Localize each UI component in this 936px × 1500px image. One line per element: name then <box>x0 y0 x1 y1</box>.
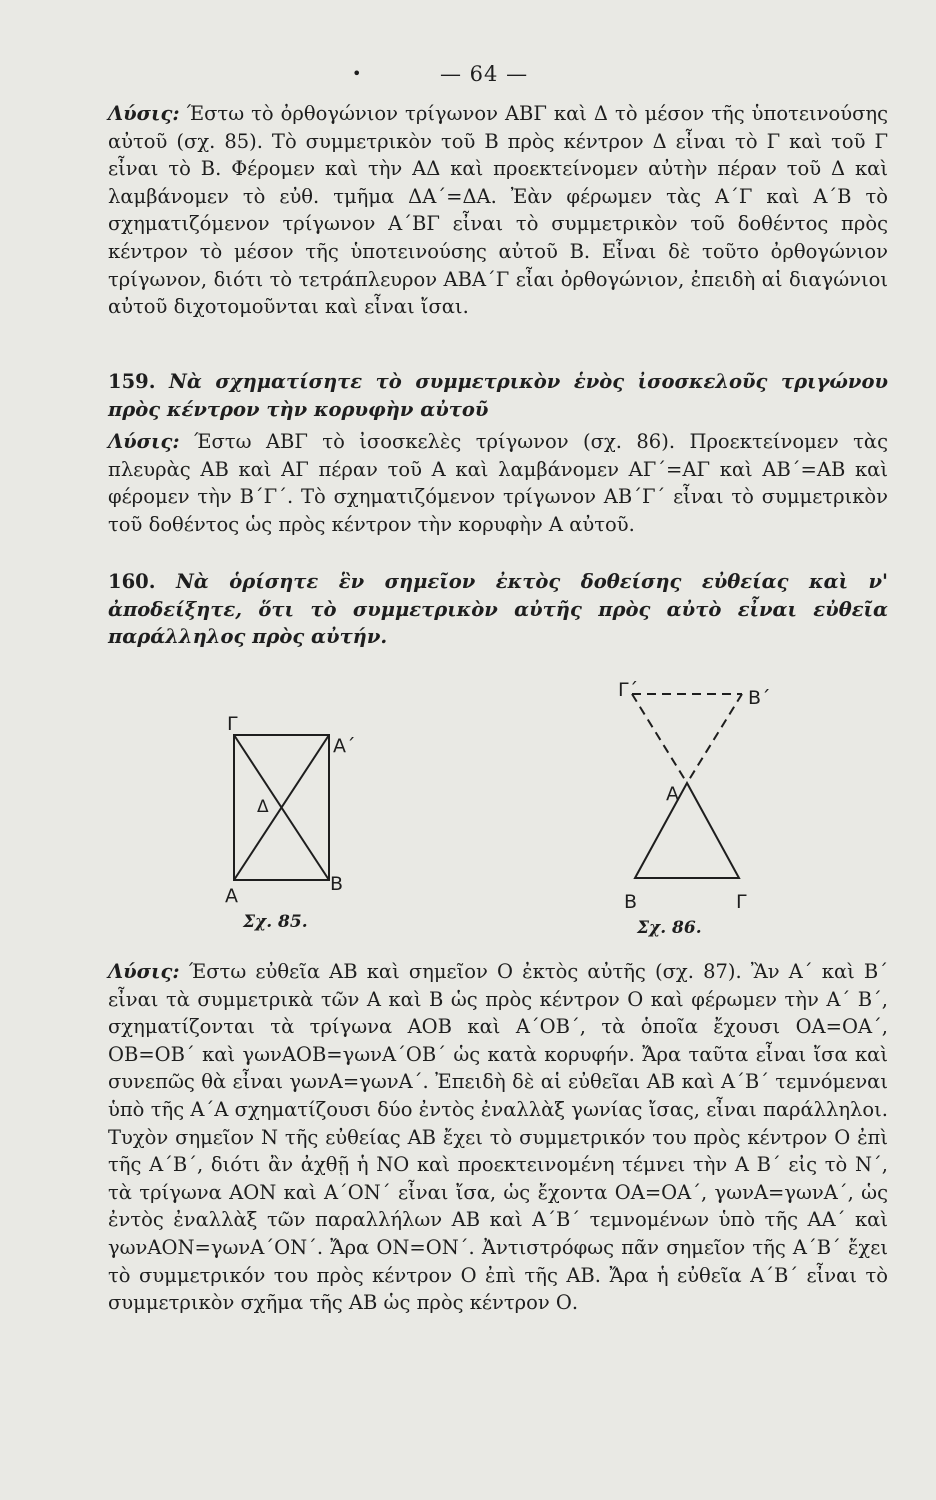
solution-label: Λύσις: <box>108 102 180 125</box>
label-a-prime: Α΄ <box>333 735 356 757</box>
label-gamma: Γ <box>227 713 238 735</box>
problem-text: Νὰ ὁρίσητε ἓν σημεῖον ἐκτὸς δοθείσης εὐθείας καὶ ν' ἀποδείξητε, ὅτι τὸ συμμετρικὸν αὐτῆς πρὸς αὐτὸ εἶναι εὐθεῖα παράλληλος πρὸς αὐτήν. <box>108 570 888 649</box>
problem-160 <box>108 568 888 651</box>
figure-85-drawing <box>215 710 375 910</box>
figure-86 <box>610 668 790 918</box>
side-a-bprime <box>687 694 742 783</box>
solution-158 <box>108 100 888 321</box>
figure-85-caption: Σχ. 85. <box>243 912 308 932</box>
label-b: Β <box>624 891 638 913</box>
solution-159 <box>108 428 888 538</box>
label-b: Β <box>330 873 344 895</box>
label-delta: Δ <box>257 797 269 817</box>
solution-label: Λύσις: <box>108 960 180 983</box>
problem-text: Νὰ σχηματίσητε τὸ συμμετρικὸν ἑνὸς ἰσοσκελοῦς τριγώνου πρὸς κέντρον τὴν κορυφὴν αὐτοῦ <box>108 370 888 421</box>
label-b-prime: Β΄ <box>748 687 771 709</box>
side-a-gprime <box>632 694 687 783</box>
label-a: Α <box>225 885 238 907</box>
label-gamma-prime: Γ΄ <box>618 679 639 701</box>
problem-number: 160. <box>108 570 156 593</box>
stray-mark: • <box>352 64 362 83</box>
solution-text: Έστω τὸ ὀρθογώνιον τρίγωνον ΑΒΓ καὶ Δ τὸ μέσον τῆς ὑποτεινούσης αὐτοῦ (σχ. 85). Τὸ συμμετρικὸν τοῦ Β πρὸς κέντρον Δ εἶναι τὸ Γ καὶ τοῦ Γ εἶναι τὸ Β. Φέρομεν καὶ τὴν ΑΔ καὶ προεκτείνομεν αὐτὴν πέραν τοῦ Δ καὶ λαμβάνομεν τὸ εὐθ. τμῆμα ΔΑ΄=ΔΑ. Ἐὰν φέρωμεν τὰς Α΄Γ καὶ Α΄Β τὸ σχηματιζόμενον τρίγωνον Α΄ΒΓ εἶναι τὸ συμμετρικὸν τοῦ δοθέντος πρὸς κέντρον τὸ μέσον τῆς ὑποτεινούσης αὐτοῦ Β. Εἶναι δὲ τοῦτο ὀρθογώνιον τρίγωνον, διότι τὸ τετράπλευρον ΑΒΑ΄Γ εἶαι ὀρθογώνιον, ἐπειδὴ αἱ διαγώνιοι αὐτοῦ διχοτομοῦνται καὶ εἶναι ἴσαι. <box>108 102 888 319</box>
solution-text: Έστω ΑΒΓ τὸ ἰσοσκελὲς τρίγωνον (σχ. 86). Προεκτείνομεν τὰς πλευρὰς ΑΒ καὶ ΑΓ πέραν τοῦ Α καὶ λαμβάνομεν ΑΓ΄=ΑΓ καὶ ΑΒ΄=ΑΒ καὶ φέρομεν τὴν Β΄Γ΄. Τὸ σχηματιζόμενον τρίγωνον ΑΒ΄Γ΄ εἶναι τὸ συμμετρικὸν τοῦ δοθέντος ὡς πρὸς κέντρον τὴν κορυφὴν Α αὐτοῦ. <box>108 430 888 536</box>
page-number: — 64 — <box>440 62 529 86</box>
label-gamma: Γ <box>736 891 747 913</box>
label-a: Α <box>666 783 679 805</box>
figure-86-drawing <box>610 668 790 918</box>
figure-86-caption: Σχ. 86. <box>637 918 702 938</box>
solution-label: Λύσις: <box>108 430 180 453</box>
figure-85 <box>215 710 375 910</box>
solution-text: Έστω εὐθεῖα ΑΒ καὶ σημεῖον Ο ἐκτὸς αὐτῆς (σχ. 87). Ἂν Α΄ καὶ Β΄ εἶναι τὰ συμμετρικὰ τῶν Α καὶ Β ὡς πρὸς κέντρον Ο καὶ φέρωμεν τὴν Α΄ Β΄, σχηματίζονται τὰ τρίγωνα ΑΟΒ καὶ Α΄ΟΒ΄, τὰ ὁποῖα ἔχουσι ΟΑ=ΟΑ΄, ΟΒ=ΟΒ΄ καὶ γωνΑΟΒ=γωνΑ΄ΟΒ΄ ὡς κατὰ κορυφήν. Ἄρα ταῦτα εἶναι ἴσα καὶ συνεπῶς θὰ εἶναι γωνΑ=γωνΑ΄. Ἐπειδὴ δὲ αἱ εὐθεῖαι ΑΒ καὶ Α΄Β΄ τεμνόμεναι ὑπὸ τῆς Α΄Α σχηματίζουσι δύο ἐντὸς ἐναλλὰξ γωνίας ἴσας, εἶναι παράλληλοι. Τυχὸν σημεῖον Ν τῆς εὐθείας ΑΒ ἔχει τὸ συμμετρικόν του πρὸς κέντρον Ο ἐπὶ τῆς Α΄Β΄, διότι ἂν ἀχθῇ ἡ ΝΟ καὶ προεκτεινομένη τέμνει τὴν Α Β΄ εἰς τὸ Ν΄, τὰ τρίγωνα ΑΟΝ καὶ Α΄ΟΝ΄ εἶναι ἴσα, ὡς ἔχοντα ΟΑ=ΟΑ΄, γωνΑ=γωνΑ΄, ὡς ἐντὸς ἐναλλὰξ τῶν παραλλήλων ΑΒ καὶ Α΄Β΄ τεμνομένων ὑπὸ τῆς ΑΑ΄ καὶ γωνΑΟΝ=γωνΑ΄ΟΝ΄. Ἄρα ΟΝ=ΟΝ΄. Ἀντιστρόφως πᾶν σημεῖον τῆς Α΄Β΄ ἔχει τὸ συμμετρικόν του πρὸς κέντρον Ο ἐπὶ τῆς ΑΒ. Ἄρα ἡ εὐθεῖα Α΄Β΄ εἶναι τὸ συμμετρικὸν σχῆμα τῆς ΑΒ ὡς πρὸς κέντρον Ο. <box>108 960 888 1315</box>
solution-160 <box>108 958 888 1317</box>
problem-number: 159. <box>108 370 156 393</box>
triangle-abg <box>635 783 739 878</box>
problem-159 <box>108 368 888 423</box>
